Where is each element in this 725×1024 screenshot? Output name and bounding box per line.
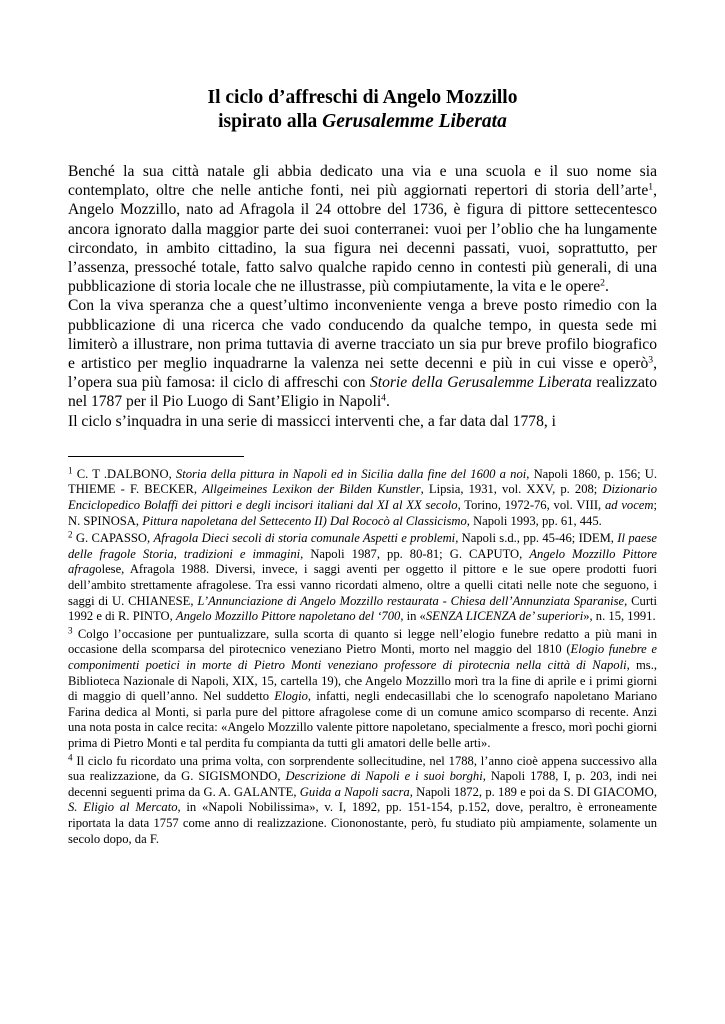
title-line-1: Il ciclo d’affreschi di Angelo Mozzillo (207, 87, 518, 108)
title-line-2: ispirato alla Gerusalemme Liberata (218, 111, 507, 132)
document-title (68, 86, 657, 134)
body-text (68, 162, 657, 431)
footnote-4: $^4$ Il ciclo fu ricordato una prima volta, con sorprendente sollecitudine, nel 1788, l’anno cioè appena successivo alla sua realizzazione, da G. SIGISMONDO, Descrizione di Napoli e i suoi borghi, Napoli 1788, I, p. 203, indi nei decenni seguenti prima da G. A. GALANTE, Guida a Napoli sacra, Napoli 1872, p. 189 e poi da S. DI GIACOMO, S. Eligio al Mercato, in «Napoli Nobilissima», v. I, 1892, pp. 151-154, p.152, dove, peraltro, è erroneamente riportata la data 1757 come anno di realizzazione. Ciononostante, però, fu studiato più ampiamente, solamente un secolo dopo, da F. (68, 752, 658, 846)
footnote-2: $^2$ G. CAPASSO, Afragola Dieci secoli di storia comunale Aspetti e problemi, Napoli s.d., pp. 45-46; IDEM, Il paese delle fragole Storia, tradizioni e immagini, Napoli 1987, pp. 80-81; G. CAPUTO, Angelo Mozzillo Pittore afragolese, Afragola 1988. Diversi, invece, i saggi aventi per oggetto il pittore e le sue opere prodotti fuori dell’ambito strettamente afragolese. Tra essi vanno ricordati almeno, oltre a quelli citati nelle note che seguono, i saggi di U. CHIANESE, L’Annunciazione di Angelo Mozzillo restaurata - Chiesa dell’Annunziata Sparanise, Curti 1992 e di R. PINTO, Angelo Mozzillo Pittore napoletano del ‘700, in «SENZA LICENZA de’ superiori», n. 15, 1991. (68, 529, 658, 624)
footnote-ref-2: 2 (600, 277, 605, 289)
document-page (68, 78, 657, 849)
footnote-separator (68, 456, 244, 457)
footnote-ref-4: 4 (381, 393, 386, 405)
paragraph-1: Benché la sua città natale gli abbia dedicato una via e una scuola e il suo nome sia contemplato, oltre che nelle antiche fonti, nei più aggiornati repertori di storia dell’arte$^1$, Angelo Mozzillo, nato ad Afragola il 24 ottobre del 1736, è figura di pittore settecentesco ancora ignorato dalla maggior parte dei suoi conterranei: vuoi per l’oblio che ha lungamente circondato, in ambito cittadino, la sua figura nei decenni passati, vuoi, soprattutto, per l’assenza, pressoché totale, fatto salvo qualche rapido cenno in contesti più generali, di una pubblicazione di storia locale che ne illustrasse, più compiutamente, la vita e le opere$^2$. (68, 163, 657, 296)
footnotes (68, 467, 657, 847)
footnote-3: $^3$ Colgo l’occasione per puntualizzare, sulla scorta di quanto si legge nell’elogio funebre redatto a più mani in occasione della scomparsa del pirotecnico veneziano Pietro Monti, morto nel maggio del 1810 (Elogio funebre e componimenti poetici in morte di Pietro Monti veneziano professore di pirotecnia nella città di Napoli, ms., Biblioteca Nazionale di Napoli, XIX, 15, cartella 19), che Angelo Mozzillo morì tra la fine di aprile e i primi giorni di maggio di quell’anno. Nel suddetto Elogio, infatti, negli endecasillabi che lo scenografo napoletano Mariano Farina dedica al Monti, si parla pure del pittore afragolese come di un comune amico scomparso di recente. Anzi una nota posta in calce recita: «Angelo Mozzillo valente pittore napoletano, specialmente a fresco, morì pochi giorni prima di Pietro Monti e tal perdita fu compianta da tutti gli amatori delle belle arti». (68, 625, 657, 750)
paragraph-2: Con la viva speranza che a quest’ultimo inconveniente venga a breve posto rimedio con la pubblicazione di una ricerca che vado conducendo da qualche tempo, in questa sede mi limiterò a illustrare, non prima tuttavia di averne tracciato un sia pur breve profilo biografico e artistico per meglio inquadrarne la valenza nei sette decenni e più in cui visse e operò$^3$, l’opera sua più famosa: il ciclo di affreschi con Storie della Gerusalemme Liberata realizzato nel 1787 per il Pio Luogo di Sant’Eligio in Napoli$^4$. (68, 297, 658, 411)
footnote-ref-1: 1 (648, 181, 654, 193)
footnote-ref-3: 3 (648, 354, 654, 366)
footnote-1: $^1$ C. T .DALBONO, Storia della pittura in Napoli ed in Sicilia dalla fine del 1600 a noi, Napoli 1860, p. 156; U. THIEME - F. BECKER, Allgeimeines Lexikon der Bilden Kunstler, Lipsia, 1931, vol. XXV, p. 208; Dizionario Enciclopedico Bolaffi dei pittori e degli incisori italiani dal XI al XX secolo, Torino, 1972-76, vol. VIII, ad vocem; N. SPINOSA, Pittura napoletana del Settecento II) Dal Rococò al Classicismo, Napoli 1993, pp. 61, 445. (68, 465, 658, 528)
paragraph-3: Il ciclo s’inquadra in una serie di massicci interventi che, a far data dal 1778, i (68, 412, 556, 430)
